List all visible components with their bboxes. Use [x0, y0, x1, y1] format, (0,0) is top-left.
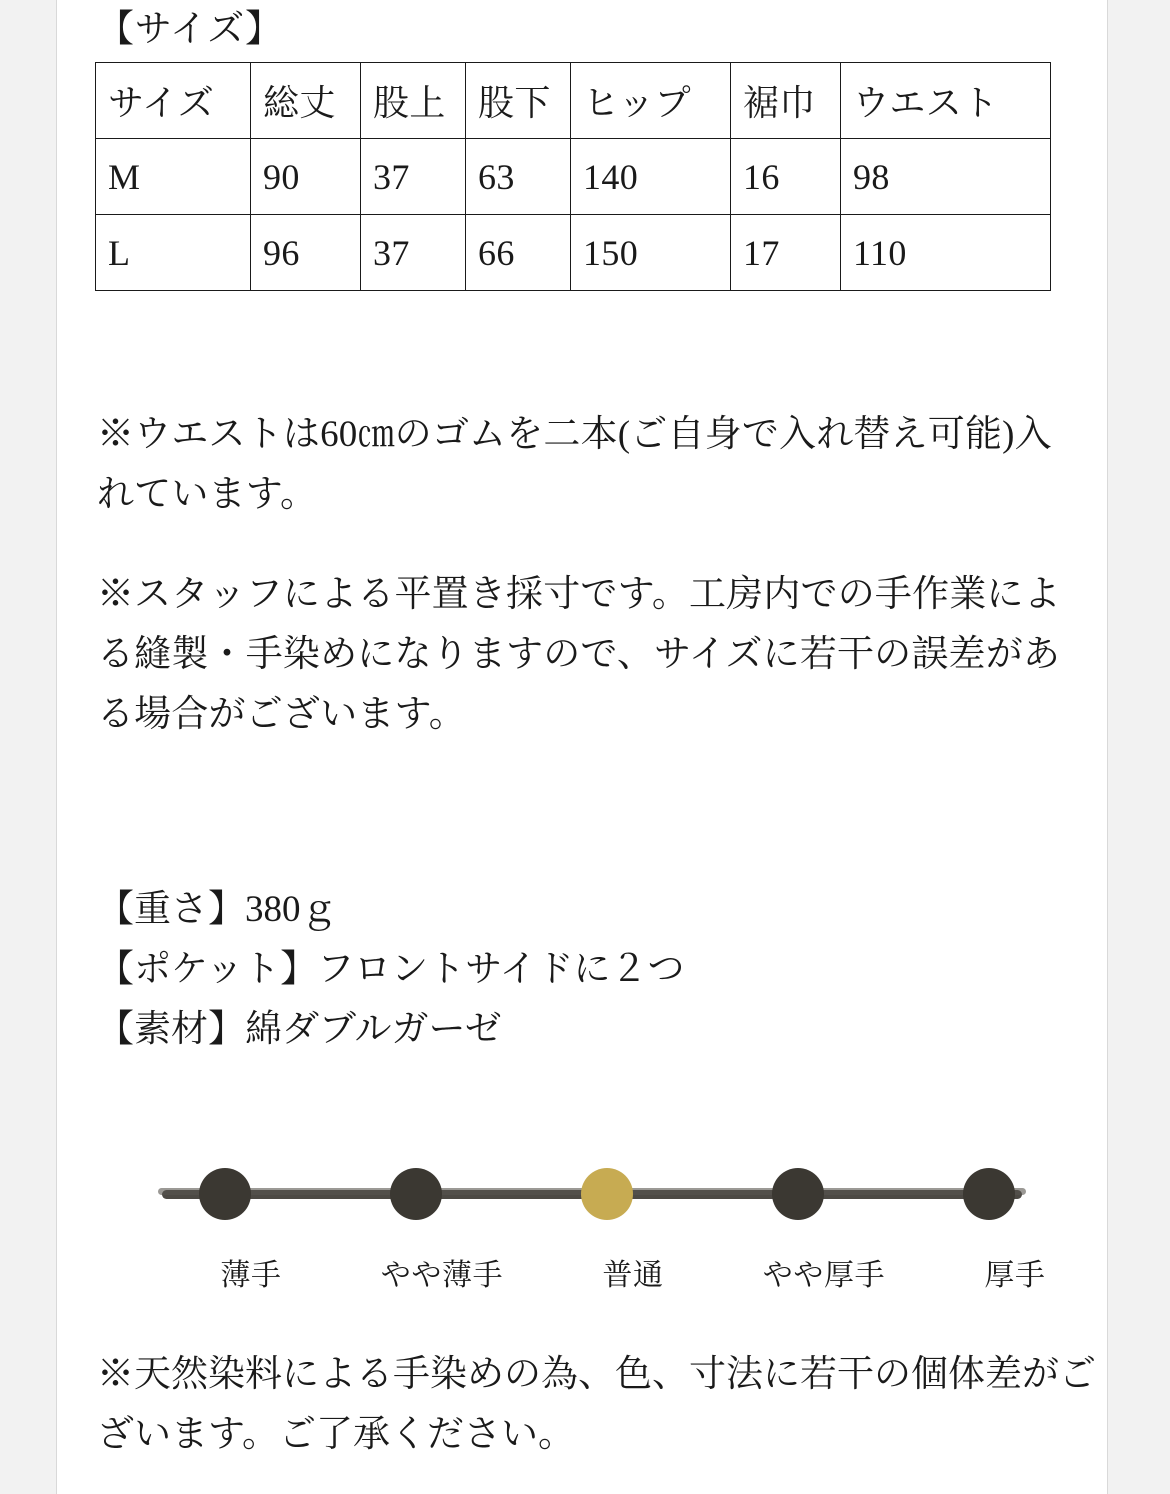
scale-label-normal: 普通: [602, 1259, 664, 1292]
size-table: [95, 62, 1051, 291]
scale-label-thick: 厚手: [984, 1259, 1046, 1292]
table-cell: 90: [251, 139, 361, 215]
table-header-cell: 総丈: [251, 63, 361, 139]
spec-weight: 【重さ】380ｇ: [97, 889, 338, 930]
scale-label-somewhat-thin: やや薄手: [380, 1259, 504, 1292]
table-row: [96, 215, 1051, 291]
table-header-cell: ヒップ: [571, 63, 731, 139]
table-header-cell: 裾巾: [731, 63, 841, 139]
table-cell: 96: [251, 215, 361, 291]
table-header-cell: ウエスト: [841, 63, 1051, 139]
table-header-row: [96, 63, 1051, 139]
note-natural-dye: ※天然染料による手染めの為、色、寸法に若干の個体差がございます。ご了承ください。: [97, 1354, 1096, 1455]
table-cell: M: [96, 139, 251, 215]
table-cell: 140: [571, 139, 731, 215]
table-cell: 63: [466, 139, 571, 215]
document-content: [57, 0, 1108, 1494]
spec-material: 【素材】綿ダブルガーゼ: [97, 1008, 502, 1050]
table-cell: 66: [466, 215, 571, 291]
fabric-thickness-scale: [57, 1152, 1108, 1302]
note-measurement: ※スタッフによる平置き採寸です。工房内での手作業による縫製・手染めになりますので、サイズに若干の誤差がある場合がございます。: [97, 574, 1061, 735]
size-heading: 【サイズ】: [97, 9, 283, 50]
table-cell: 150: [571, 215, 731, 291]
page-margin-left: [0, 0, 56, 1494]
note-elastic-waist: ※ウエストは60㎝のゴムを二本(ご自身で入れ替え可能)入れています。: [97, 414, 1052, 515]
table-cell: 37: [361, 215, 466, 291]
table-header-cell: サイズ: [96, 63, 251, 139]
scale-dot-thick: [963, 1168, 1015, 1220]
table-row: [96, 139, 1051, 215]
table-cell: 110: [841, 215, 1051, 291]
scale-label-thin: 薄手: [220, 1259, 282, 1292]
table-header-cell: 股上: [361, 63, 466, 139]
table-cell: L: [96, 215, 251, 291]
table-cell: 37: [361, 139, 466, 215]
scale-dot-somewhat-thick: [772, 1168, 824, 1220]
scale-dot-somewhat-thin: [390, 1168, 442, 1220]
scale-dot-thin: [199, 1168, 251, 1220]
table-cell: 16: [731, 139, 841, 215]
spec-list: [97, 880, 1077, 1060]
table-cell: 17: [731, 215, 841, 291]
scale-label-somewhat-thick: やや厚手: [762, 1259, 886, 1292]
spec-pocket: 【ポケット】フロントサイドに２つ: [97, 948, 685, 990]
scale-dot-normal-selected: [581, 1168, 633, 1220]
table-header-cell: 股下: [466, 63, 571, 139]
table-cell: 98: [841, 139, 1051, 215]
